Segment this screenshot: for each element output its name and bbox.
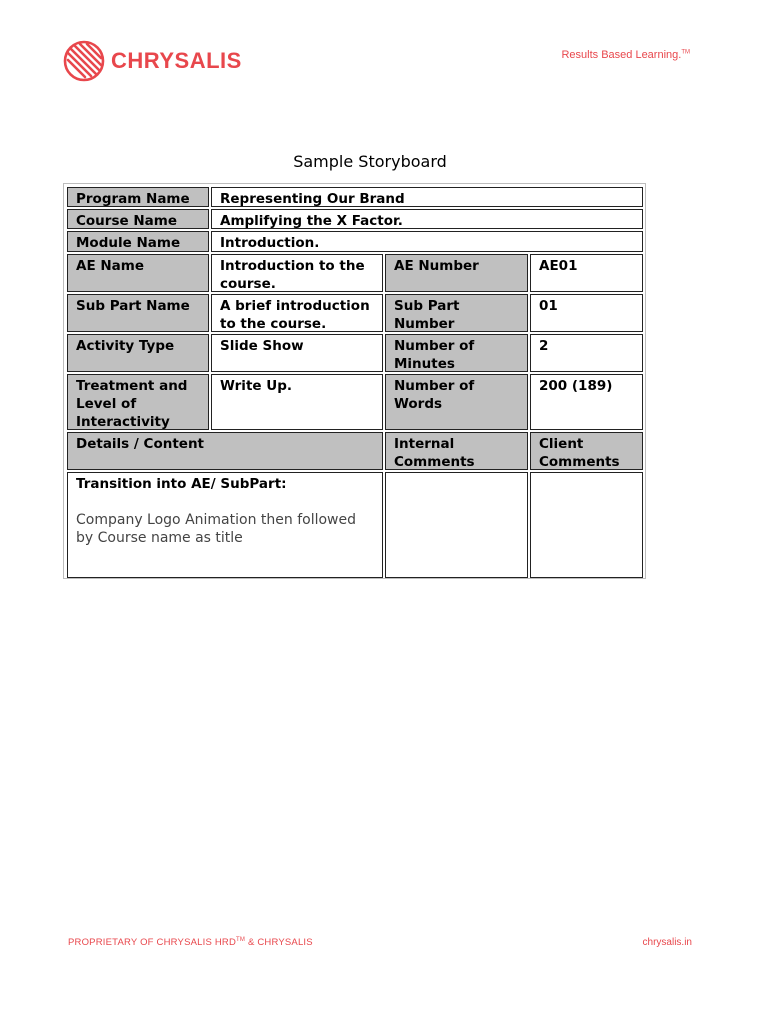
course-name-value: Amplifying the X Factor. <box>211 209 643 229</box>
client-comments-cell <box>530 472 643 578</box>
sub-part-name-label: Sub Part Name <box>67 294 209 332</box>
brand-name: CHRYSALIS <box>111 48 242 73</box>
transition-content-cell <box>67 472 383 578</box>
ae-name-value: Introduction to the course. <box>211 254 383 292</box>
ae-number-value: AE01 <box>530 254 643 292</box>
client-comments-label: Client Comments <box>530 432 643 470</box>
internal-comments-cell <box>385 472 528 578</box>
page-title: Sample Storyboard <box>293 152 447 171</box>
footer-website-link[interactable]: chrysalis.in <box>642 937 692 948</box>
program-name-value: Representing Our Brand <box>211 187 643 207</box>
minutes-value: 2 <box>530 334 643 372</box>
internal-comments-label: Internal Comments <box>385 432 528 470</box>
transition-content: Company Logo Animation then followed by Course name as title <box>76 512 356 546</box>
treatment-label: Treatment and Level of Interactivity <box>67 374 209 430</box>
activity-type-value: Slide Show <box>211 334 383 372</box>
footer-proprietary-text: PROPRIETARY OF CHRYSALIS HRD <box>68 937 237 949</box>
minutes-label: Number of Minutes <box>385 334 528 372</box>
ae-number-label: AE Number <box>385 254 528 292</box>
details-content-label: Details / Content <box>67 432 383 470</box>
words-label: Number of Words <box>385 374 528 430</box>
words-value: 200 (189) <box>530 374 643 430</box>
sub-part-number-value: 01 <box>530 294 643 332</box>
ae-name-label: AE Name <box>67 254 209 292</box>
chrysalis-logo-icon <box>63 40 105 82</box>
chrysalis-logo <box>63 40 242 82</box>
activity-type-label: Activity Type <box>67 334 209 372</box>
sub-part-number-label: Sub Part Number <box>385 294 528 332</box>
treatment-value: Write Up. <box>211 374 383 430</box>
footer-proprietary-suffix: & CHRYSALIS <box>245 937 313 949</box>
transition-label: Transition into AE/ SubPart: <box>76 476 287 492</box>
course-name-label: Course Name <box>67 209 209 229</box>
program-name-label: Program Name <box>67 187 209 207</box>
module-name-value: Introduction. <box>211 231 643 252</box>
tagline-trademark: TM <box>681 49 690 56</box>
footer-trademark: TM <box>236 937 246 943</box>
footer-proprietary <box>68 937 313 948</box>
module-name-label: Module Name <box>67 231 209 252</box>
storyboard-table <box>63 183 646 579</box>
tagline <box>561 49 690 61</box>
tagline-text: Results Based Learning. <box>561 49 682 61</box>
sub-part-name-value: A brief introduction to the course. <box>211 294 383 332</box>
